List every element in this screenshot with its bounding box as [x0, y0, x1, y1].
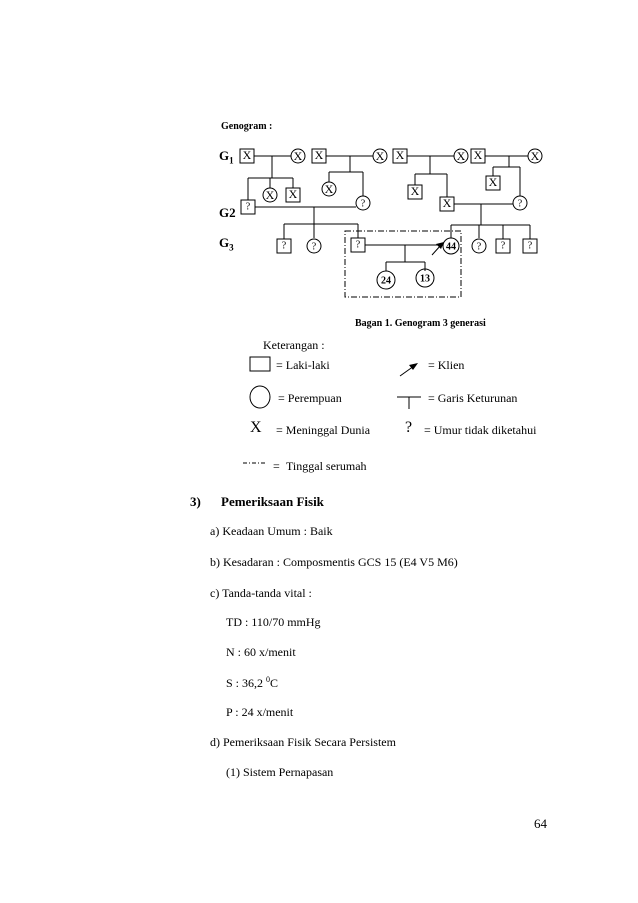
g1-female-1-mark: X — [293, 148, 303, 163]
g2-female-1-mark: X — [265, 187, 275, 202]
legend-male-square — [250, 357, 270, 371]
item-a: a) Keadaan Umum : Baik — [210, 524, 333, 538]
item-d: d) Pemeriksaan Fisik Secara Persistem — [210, 735, 396, 749]
gen3-sub: 3 — [229, 242, 234, 253]
g3-male-3-mark: ? — [500, 240, 506, 252]
g3-male-4-mark: ? — [527, 240, 533, 252]
legend-dead-text: = Meninggal Dunia — [276, 423, 371, 437]
vital-s-value: S : 36,2 — [226, 676, 264, 690]
vital-n: N : 60 x/menit — [226, 645, 296, 659]
gen1-sub: 1 — [229, 155, 234, 166]
g1-male-4-mark: X — [473, 147, 483, 162]
vital-s — [226, 675, 278, 691]
g2-male-3-mark: X — [410, 183, 420, 198]
legend-client-text: = Klien — [428, 358, 465, 372]
item-c: c) Tanda-tanda vital : — [210, 586, 312, 600]
page-number: 64 — [534, 816, 547, 831]
g2-male-4-mark: X — [442, 195, 452, 210]
child-1-age: 24 — [381, 275, 391, 287]
gen1-text: G — [219, 148, 230, 163]
g1-female-4-mark: X — [530, 148, 540, 163]
legend-unknown-text: = Umur tidak diketahui — [424, 423, 537, 437]
legend-male-text: = Laki-laki — [276, 358, 330, 372]
g2-male-1-mark: X — [288, 186, 298, 201]
g3-female-1-mark: ? — [311, 241, 317, 253]
child-2-age: 13 — [420, 273, 430, 285]
vital-td: TD : 110/70 mmHg — [226, 615, 321, 629]
g1-male-3-mark: X — [395, 147, 405, 162]
vital-s-unit: C — [270, 676, 279, 690]
vital-s-sup: 0 — [266, 675, 271, 684]
g2-male-2-mark: ? — [245, 201, 251, 213]
g2-female-2-mark: X — [324, 181, 334, 196]
gen3-text: G — [219, 235, 230, 250]
legend-female-circle — [250, 386, 270, 408]
item-b: b) Kesadaran : Composmentis GCS 15 (E4 V5 M6) — [210, 555, 458, 569]
gen2-label: G2 — [219, 205, 236, 220]
legend-descent-text: = Garis Keturunan — [428, 391, 518, 405]
genogram-caption: Bagan 1. Genogram 3 generasi — [355, 318, 486, 329]
g1-male-2-mark: X — [314, 147, 324, 162]
g2-female-4-mark: ? — [517, 198, 523, 210]
g2-male-5-mark: X — [488, 174, 498, 189]
g3-male-1-mark: ? — [281, 240, 287, 252]
g1-female-3-mark: X — [456, 148, 466, 163]
legend-dead-symbol: X — [250, 419, 262, 436]
g1-female-2-mark: X — [375, 148, 385, 163]
legend-together-eq: = — [273, 459, 280, 473]
g1-male-1-mark: X — [242, 147, 252, 162]
g3-female-2-mark: ? — [476, 241, 482, 253]
client-age: 44 — [446, 241, 456, 253]
section-number: 3) — [190, 494, 201, 509]
g3-male-2-mark: ? — [355, 239, 361, 251]
item-d1: (1) Sistem Pernapasan — [226, 765, 334, 779]
section-title: Pemeriksaan Fisik — [221, 494, 324, 509]
legend-unknown-symbol: ? — [405, 419, 413, 436]
legend-together-text: Tinggal serumah — [286, 459, 367, 473]
g2-female-3-mark: ? — [360, 198, 366, 210]
legend-title: Keterangan : — [263, 338, 325, 352]
legend-female-text: = Perempuan — [278, 391, 342, 405]
genogram-label: Genogram : — [221, 121, 273, 132]
vital-p: P : 24 x/menit — [226, 705, 294, 719]
